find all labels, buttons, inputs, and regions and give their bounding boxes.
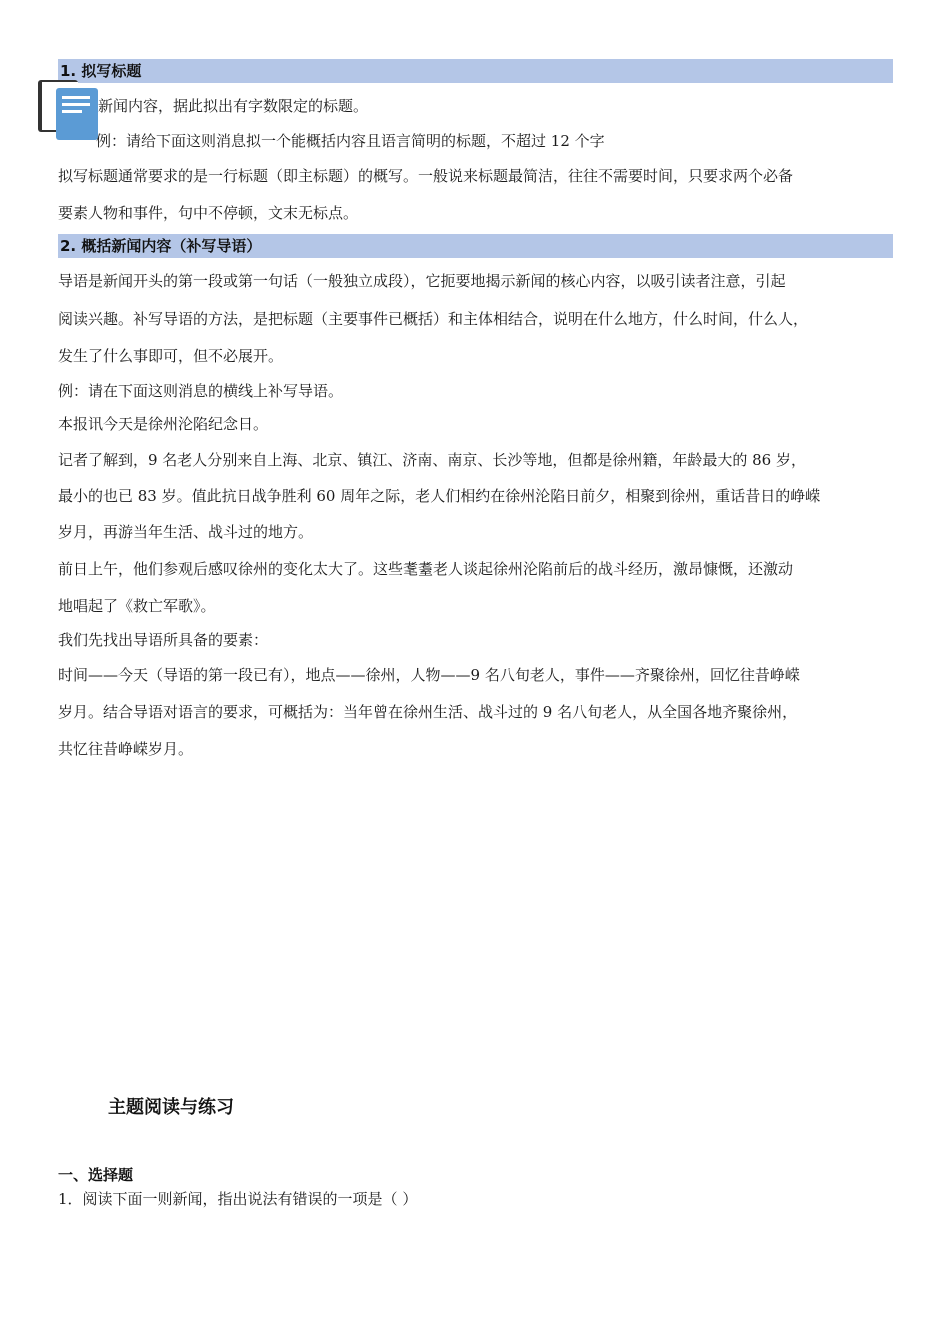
book-line [62, 110, 82, 113]
text-line: 共忆往昔峥嵘岁月。 [58, 740, 194, 758]
practice-subsection: 一、选择题 [58, 1166, 134, 1184]
text-line: 要素人物和事件，句中不停顿，文末无标点。 [58, 204, 359, 222]
text-line: 记者了解到，9 名老人分别来自上海、北京、镇江、济南、南京、长沙等地，但都是徐州籍，年龄最大的 86 岁， [58, 451, 806, 469]
text-line: 最小的也已 83 岁。值此抗日战争胜利 60 周年之际，老人们相约在徐州沦陷日前夕，相聚到徐州，重话昔日的峥嵘 [58, 487, 821, 505]
practice-title: 主题阅读与练习 [108, 1097, 234, 1118]
text-line: 前日上午，他们参观后感叹徐州的变化太大了。这些耄耋老人谈起徐州沦陷前后的战斗经历，激昂慷慨，还激动 [58, 560, 794, 578]
text-line: 例：请在下面这则消息的横线上补写导语。 [58, 382, 344, 400]
book-line [62, 103, 90, 106]
book-front-cover [56, 88, 98, 140]
book-icon [36, 78, 100, 142]
text-line: 地唱起了《救亡军歌》。 [58, 597, 216, 615]
text-line: 导语是新闻开头的第一段或第一句话（一般独立成段），它扼要地揭示新闻的核心内容，以吸引读者注意，引起 [58, 272, 786, 290]
text-line: 发生了什么事即可，但不必展开。 [58, 347, 284, 365]
text-line: 我们先找出导语所具备的要素： [58, 631, 269, 649]
text-line: 岁月。结合导语对语言的要求，可概括为：当年曾在徐州生活、战斗过的 9 名八旬老人，从全国各地齐聚徐州， [58, 703, 798, 721]
text-line: 岁月，再游当年生活、战斗过的地方。 [58, 523, 314, 541]
practice-question: 1．阅读下面一则新闻，指出说法有错误的一项是（ ） [58, 1190, 418, 1208]
text-line: 新闻内容，据此拟出有字数限定的标题。 [98, 97, 369, 115]
section-2-heading: 2. 概括新闻内容（补写导语） [58, 234, 893, 258]
text-line: 拟写标题通常要求的是一行标题（即主标题）的概写。一般说来标题最简洁，往往不需要时间，只要求两个必备 [58, 167, 794, 185]
section-1-heading: 1. 拟写标题 [58, 59, 893, 83]
text-line: 本报讯今天是徐州沦陷纪念日。 [58, 415, 269, 433]
book-line [62, 96, 90, 99]
text-line: 时间——今天（导语的第一段已有），地点——徐州，人物——9 名八旬老人，事件——齐聚徐州，回忆往昔峥嵘 [58, 666, 800, 684]
text-line: 阅读兴趣。补写导语的方法，是把标题（主要事件已概括）和主体相结合，说明在什么地方，什么时间，什么人， [58, 310, 809, 328]
text-line: 例：请给下面这则消息拟一个能概括内容且语言简明的标题，不超过 12 个字 [96, 132, 605, 150]
